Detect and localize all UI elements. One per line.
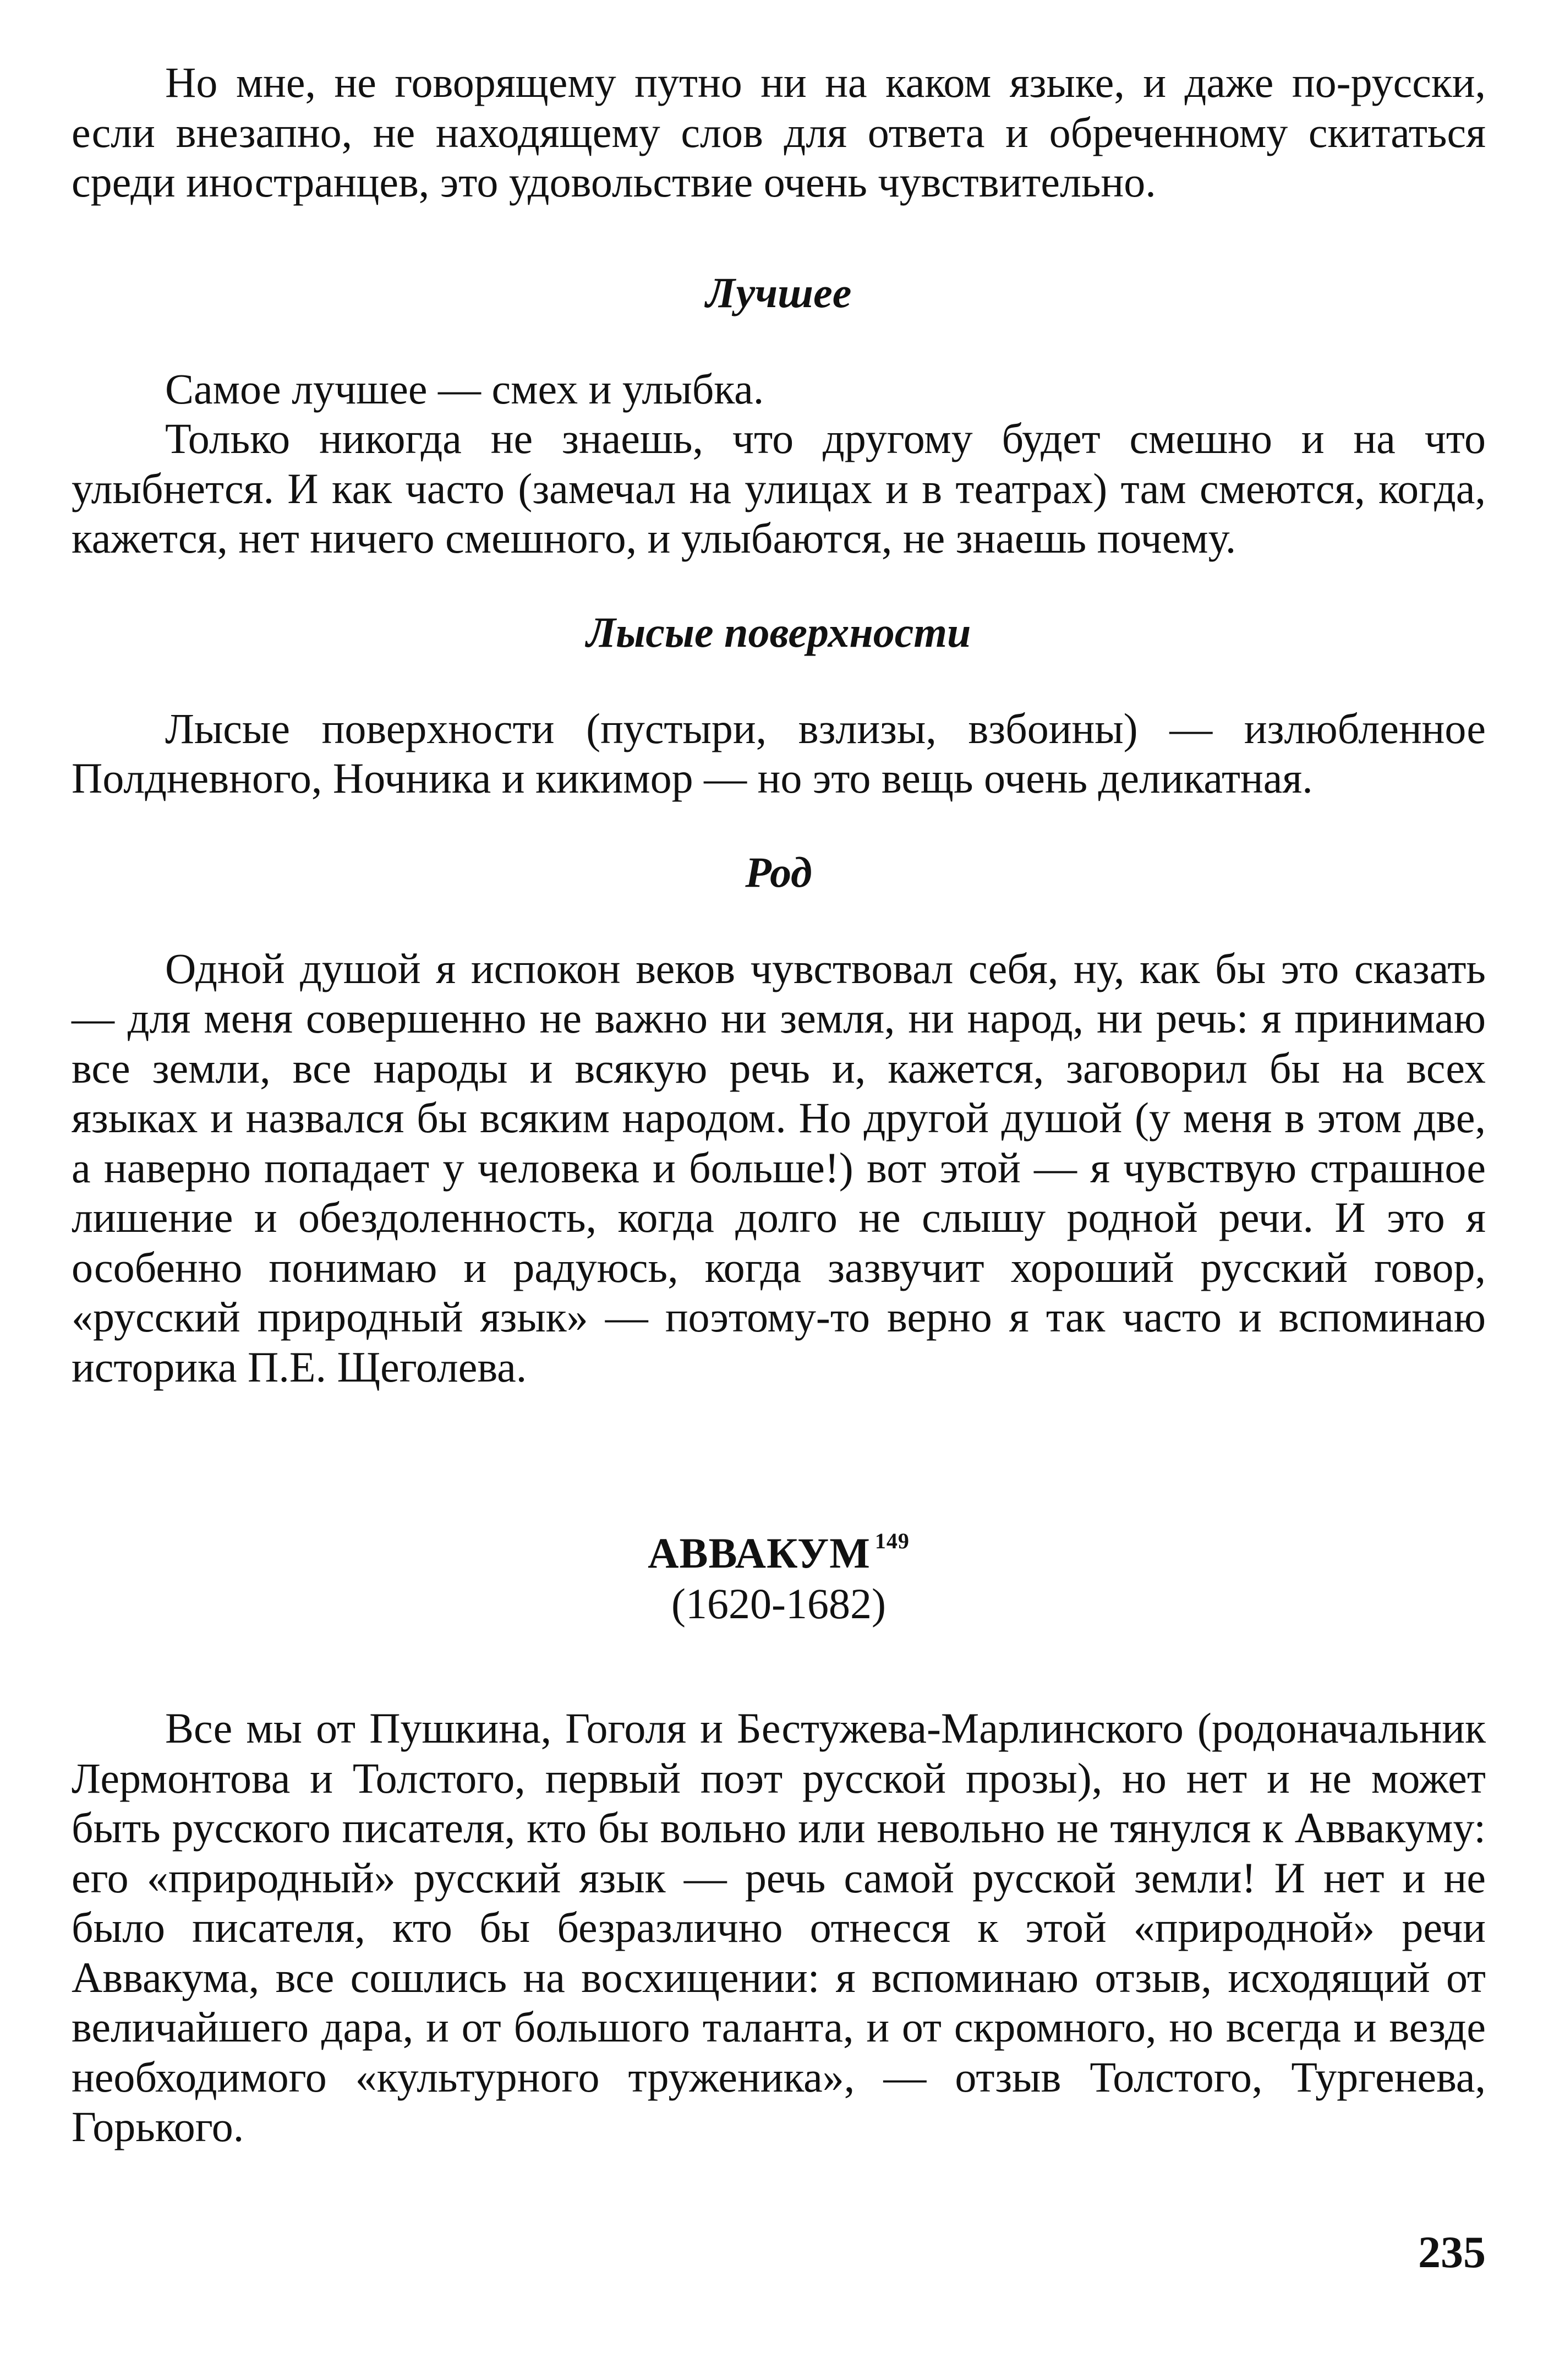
chapter-title bbox=[72, 1516, 1486, 1579]
best-paragraph-2: Только никогда не знаешь, что другому будет смешно и на что улыбнется. И как часто (замечал на улицах и в театрах) там смеются, когда, кажется, нет ничего смешного, и улыбаются, не знаешь почему. bbox=[72, 414, 1486, 562]
section-heading-bald-surfaces: Лысые поверхности bbox=[586, 608, 971, 656]
section-heading-rod: Род bbox=[745, 848, 812, 896]
chapter-dates: (1620-1682) bbox=[671, 1580, 886, 1628]
best-paragraph-1: Самое лучшее — смех и улыбка. bbox=[165, 364, 764, 413]
section-heading-best: Лучшее bbox=[705, 268, 852, 316]
intro-paragraph: Но мне, не говорящему путно ни на каком языке, и даже по-русски, если внезапно, не находящему слов для ответа и обреченному скитаться среди иностранцев, это удовольствие очень чувствительно. bbox=[72, 58, 1486, 206]
bald-surfaces-paragraph: Лысые поверхности (пустыри, взлизы, взбоины) — излюбленное Полдневного, Ночника и кикимор — но это вещь очень деликатная. bbox=[72, 704, 1486, 802]
page-content bbox=[72, 58, 1486, 2152]
rod-paragraph: Одной душой я испокон веков чувствовал себя, ну, как бы это сказать — для меня совершенно не важно ни земля, ни народ, ни речь: я принимаю все земли, все народы и всякую речь и, кажется, заговорил бы на всех языках и назвался бы всяким народом. Но другой душой (у меня в этом две, а наверно попадает у человека и больше!) вот этой — я чувствую страшное лишение и обездоленность, когда долго не слышу родной речи. И это я особенно понимаю и радуюсь, когда зазвучит хороший русский говор, «русский природный язык» — поэтому-то верно я так часто и вспоминаю историка П.Е. Щеголева. bbox=[72, 944, 1486, 1391]
chapter-title-text: АВВАКУМ bbox=[648, 1529, 871, 1577]
chapter-paragraph: Все мы от Пушкина, Гоголя и Бестужева-Марлинского (родоначальник Лермонтова и Толстого, первый поэт русской прозы), но нет и не может быть русского писателя, кто бы вольно или невольно не тянулся к Аввакуму: его «природный» русский язык — речь самой русской земли! И нет и не было писателя, кто бы безразлично отнесся к этой «природной» речи Аввакума, все сошлись на восхищении: я вспоминаю отзыв, исходящий от величайшего дара, и от большого таланта, и от скромного, но всегда и везде необходимого «культурного труженика», — отзыв Толстого, Тургенева, Горького. bbox=[72, 1704, 1486, 2150]
page-number: 235 bbox=[1418, 2227, 1486, 2277]
footnote-reference[interactable]: 149 bbox=[874, 1529, 910, 1553]
